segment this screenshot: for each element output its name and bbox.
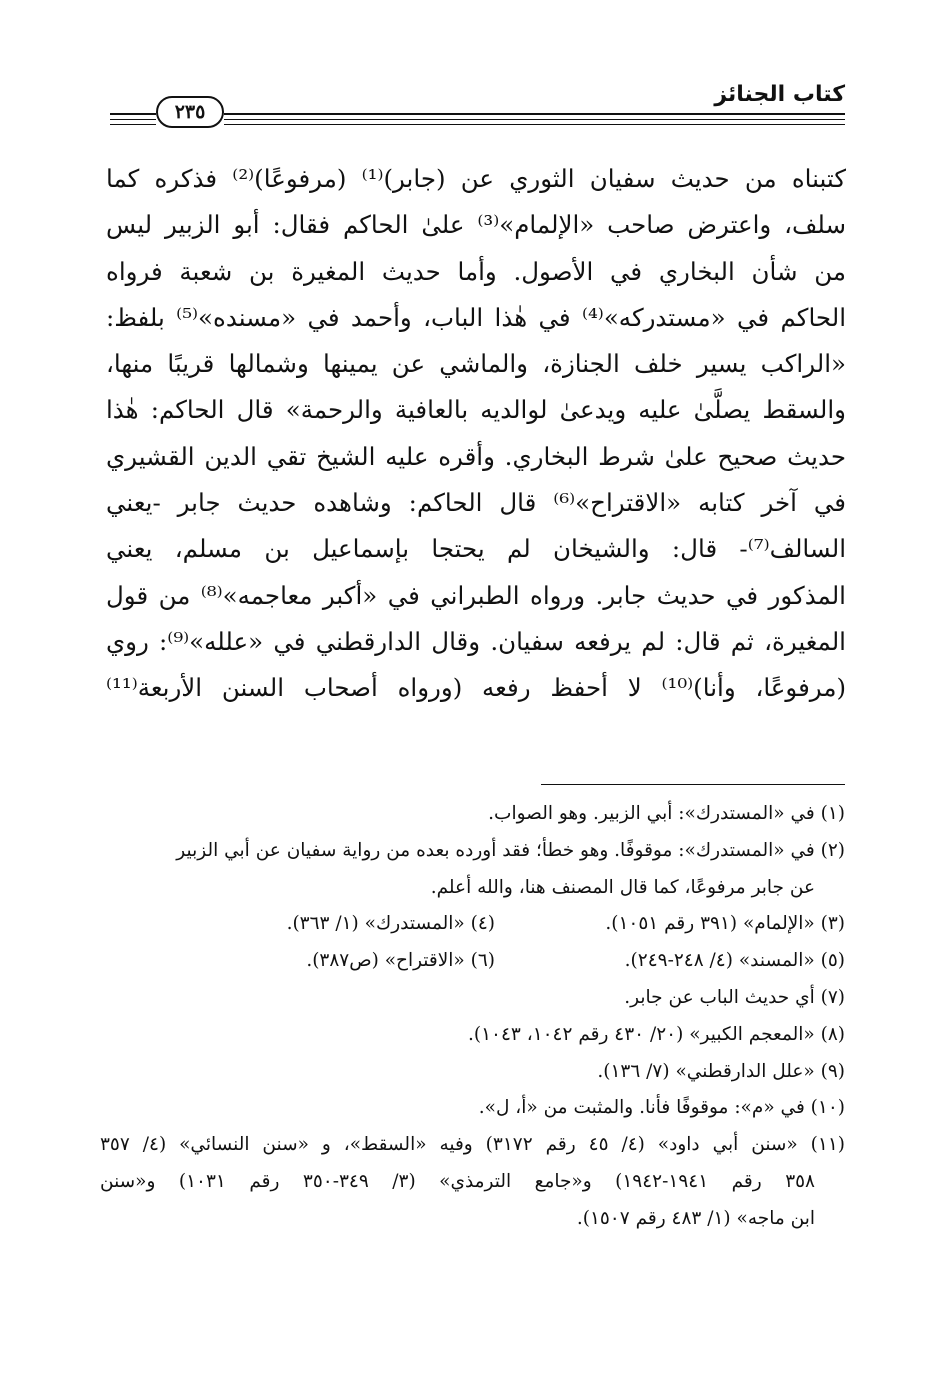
footnote-2-continued: عن جابر مرفوعًا، كما قال المصنف هنا، والله أعلم. [430, 876, 815, 898]
footnote-8: (٨) «المعجم الكبير» (٢٠/ ٤٣٠ رقم ١٠٤٢، ١٠٤٣). [467, 1023, 845, 1045]
body-line: في آخر كتابه «الاقتراح»⁽⁶⁾ قال الحاكم: وشاهده حديث جابر -يعني [106, 488, 846, 518]
body-line: المغيرة، ثم قال: لم يرفعه سفيان. وقال الدارقطني في «علله»⁽⁹⁾: روي [106, 626, 846, 656]
footnote-separator [541, 784, 845, 785]
header-rule-left-2 [110, 119, 156, 120]
body-line: سلف، واعترض صاحب «الإلمام»⁽³⁾ علىٰ الحاكم فقال: أبو الزبير ليس [106, 210, 846, 240]
footnote-3: (٣) «الإلمام» (٣٩١ رقم ١٠٥١). [605, 913, 845, 935]
footnote-6: (٦) «الاقتراح» (ص٣٨٧). [306, 950, 495, 972]
page-header [110, 80, 845, 130]
footnote-11-continued-2: ابن ماجه» (١/ ٤٨٣ رقم ١٥٠٧). [576, 1207, 815, 1229]
footnote-11-continued: ٣٥٨ رقم ١٩٤١-١٩٤٢) و«جامع الترمذي» (٣/ ٣٤٩-٣٥٠ رقم ١٠٣١) و«سنن [100, 1170, 815, 1192]
body-line: المذكور في حديث جابر. ورواه الطبراني في «أكبر معاجمه»⁽⁸⁾ من قول [106, 580, 846, 610]
body-line: (مرفوعًا، وأنا)⁽¹⁰⁾ لا أحفظ رفعه (ورواه أصحاب السنن الأربعة⁽¹¹⁾ [106, 673, 846, 703]
footnote-4: (٤) «المستدرك» (١/ ٣٦٣). [286, 913, 495, 935]
header-rule-right-2 [224, 119, 845, 120]
body-line: والسقط يصلَّىٰ عليه ويدعىٰ لوالديه بالعافية والرحمة» قال الحاكم: هٰذا [106, 395, 846, 425]
page-number: ٢٣٥ [156, 96, 224, 128]
footnote-2: (٢) في «المستدرك»: موقوفًا. وهو خطأ؛ فقد أورده بعده من رواية سفيان عن أبي الزبير [176, 839, 845, 861]
header-rule-left [110, 113, 156, 115]
footnote-row-3-4 [100, 906, 845, 943]
body-line: السالف⁽⁷⁾- قال: والشيخان لم يحتجا بإسماعيل بن مسلم، يعني [106, 534, 846, 564]
footnote-9: (٩) «علل الدارقطني» (٧/ ١٣٦). [597, 1060, 845, 1082]
footnote-5: (٥) «المسند» (٤/ ٢٤٨-٢٤٩). [624, 950, 845, 972]
footnote-row-5-6 [100, 943, 845, 980]
footnotes [100, 796, 845, 1238]
body-line: حديث صحيح علىٰ شرط البخاري. وأقره عليه الشيخ تقي الدين القشيري [106, 441, 846, 471]
body-line: من شأن البخاري في الأصول. وأما حديث المغيرة بن شعبة فرواه [106, 256, 846, 286]
running-title: كتاب الجنائز [714, 82, 845, 107]
header-rule-right [224, 113, 845, 115]
footnote-10: (١٠) في «م»: موقوفًا فأنا. والمثبت من «أ، ل». [478, 1097, 845, 1119]
footnote-1: (١) في «المستدرك»: أبي الزبير. وهو الصواب. [488, 803, 845, 824]
footnote-11: (١١) «سنن أبي داود» (٤/ ٤٥ رقم ٣١٧٢) وفيه «السقط»، و «سنن النسائي» (٤/ ٣٥٧ [100, 1134, 845, 1156]
body-line: كتبناه من حديث سفيان الثوري عن (جابر)⁽¹⁾ (مرفوعًا)⁽²⁾ فذكره كما [106, 164, 846, 193]
header-rule-left-3 [110, 124, 156, 125]
footnote-7: (٧) أي حديث الباب عن جابر. [624, 986, 845, 1008]
main-text [106, 156, 846, 712]
body-line: «الراكب يسير خلف الجنازة، والماشي عن يمينها وشمالها قريبًا منها، [106, 349, 846, 379]
header-rule-right-3 [224, 124, 845, 125]
body-line: الحاكم في «مستدركه»⁽⁴⁾ في هٰذا الباب، وأحمد في «مسنده»⁽⁵⁾ بلفظ: [106, 302, 846, 332]
